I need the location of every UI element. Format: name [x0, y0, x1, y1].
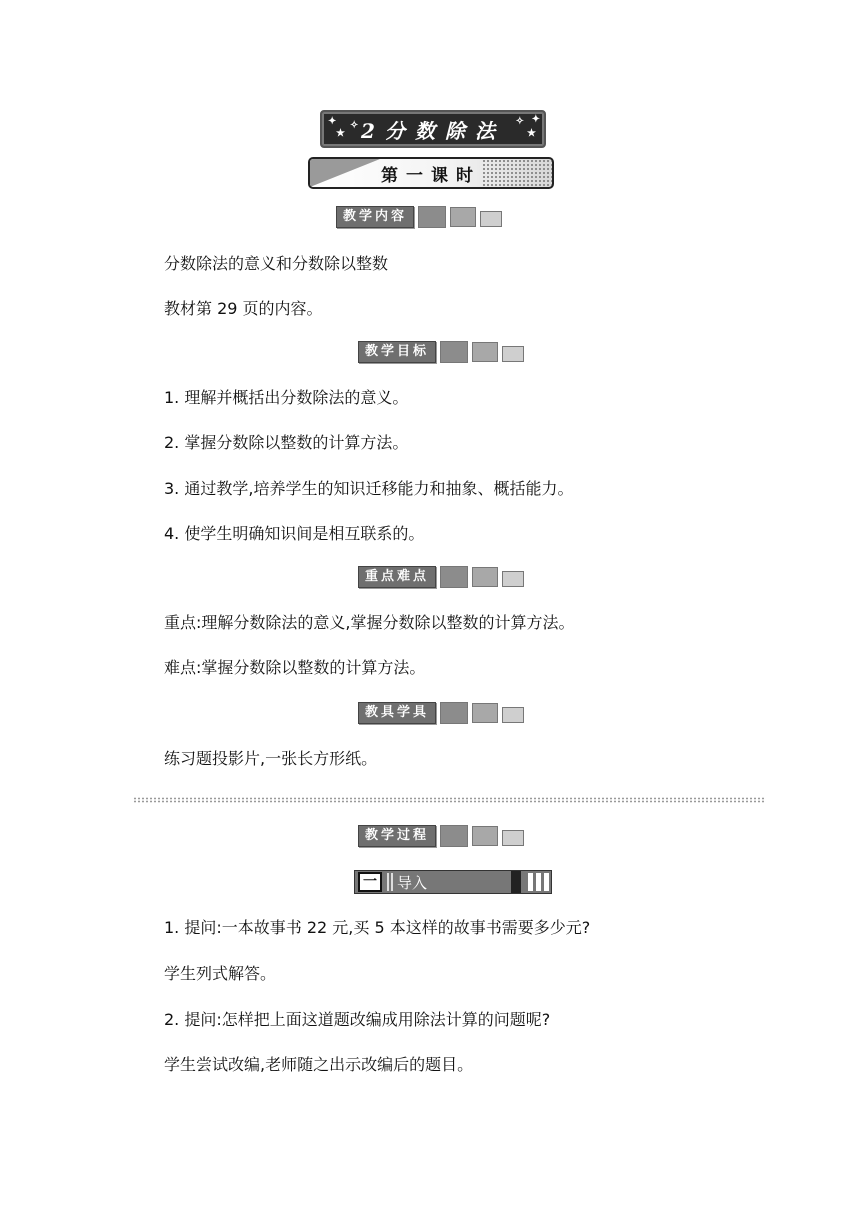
heading-square-decoration [502, 346, 524, 362]
lesson-title-banner [320, 110, 546, 148]
star-icon: ✦ [328, 116, 337, 127]
heading-square-decoration [472, 342, 498, 362]
dotted-divider [133, 797, 766, 803]
heading-square-decoration [440, 825, 468, 847]
section-heading-label: 教学目标 [358, 341, 436, 363]
lesson-title: 2分数除法 [361, 118, 505, 143]
sub-heading-number: 一 [358, 872, 382, 892]
heading-square-decoration [418, 206, 446, 228]
section-heading-process [358, 825, 524, 847]
bar-block-decoration [511, 871, 521, 893]
sub-heading-intro [354, 870, 552, 894]
key-point-line: 重点:理解分数除法的意义,掌握分数除以整数的计算方法。 [164, 613, 575, 632]
heading-square-decoration [450, 207, 476, 227]
bars-decoration [387, 873, 393, 891]
process-line: 学生尝试改编,老师随之出示改编后的题目。 [164, 1055, 474, 1074]
section-heading-content [336, 206, 502, 228]
star-icon: ✧ [350, 120, 359, 131]
section-heading-label: 重点难点 [358, 566, 436, 588]
objective-item: 4. 使学生明确知识间是相互联系的。 [164, 524, 425, 543]
star-icon: ★ [527, 128, 536, 139]
subtitle: 第一课时 [381, 166, 481, 186]
bars-decoration [528, 873, 549, 891]
heading-square-decoration [472, 567, 498, 587]
process-line: 2. 提问:怎样把上面这道题改编成用除法计算的问题呢? [164, 1010, 551, 1029]
process-line: 1. 提问:一本故事书 22 元,买 5 本这样的故事书需要多少元? [164, 918, 591, 937]
heading-square-decoration [502, 707, 524, 723]
heading-square-decoration [502, 830, 524, 846]
content-line: 教材第 29 页的内容。 [164, 299, 323, 318]
star-icon: ✧ [515, 116, 524, 127]
heading-square-decoration [440, 702, 468, 724]
key-point-line: 难点:掌握分数除以整数的计算方法。 [164, 658, 426, 677]
star-icon: ✦ [531, 114, 540, 125]
heading-square-decoration [472, 826, 498, 846]
process-line: 学生列式解答。 [164, 964, 277, 983]
heading-square-decoration [502, 571, 524, 587]
section-heading-label: 教具学具 [358, 702, 436, 724]
subtitle-banner [308, 157, 554, 189]
objective-item: 1. 理解并概括出分数除法的意义。 [164, 388, 409, 407]
heading-square-decoration [480, 211, 502, 227]
content-line: 分数除法的意义和分数除以整数 [164, 254, 389, 273]
sub-heading-title: 导入 [397, 873, 428, 892]
section-heading-objectives [358, 341, 524, 363]
objective-item: 2. 掌握分数除以整数的计算方法。 [164, 433, 409, 452]
star-icon: ★ [336, 128, 345, 139]
heading-square-decoration [440, 566, 468, 588]
tools-line: 练习题投影片,一张长方形纸。 [164, 749, 378, 768]
section-heading-label: 教学内容 [336, 206, 414, 228]
heading-square-decoration [472, 703, 498, 723]
section-heading-tools [358, 702, 524, 724]
section-heading-label: 教学过程 [358, 825, 436, 847]
section-heading-key-points [358, 566, 524, 588]
objective-item: 3. 通过教学,培养学生的知识迁移能力和抽象、概括能力。 [164, 479, 574, 498]
heading-square-decoration [440, 341, 468, 363]
